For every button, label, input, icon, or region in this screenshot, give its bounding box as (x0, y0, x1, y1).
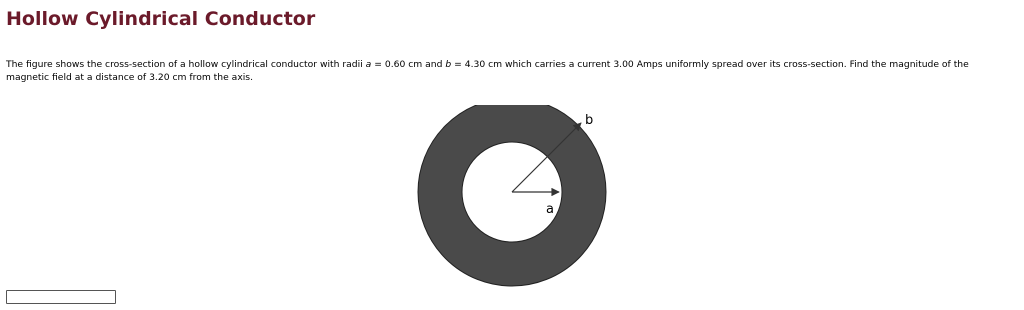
answer-input[interactable] (6, 290, 116, 304)
problem-text-part2: = 0.60 cm and (371, 59, 446, 70)
variable-a: a (365, 59, 372, 70)
problem-text-part1: The figure shows the cross-section of a hollow cylindrical conductor with radii (6, 59, 366, 70)
conductor-diagram (405, 105, 625, 295)
page-title: Hollow Cylindrical Conductor (6, 8, 316, 30)
problem-text-part3: = 4.30 cm which carries a current 3.00 Amps uniformly spread over its cross-section. Find the magnitude of the magnetic field at a distance of 3.20 cm from the axis. (6, 59, 969, 83)
label-a: a (546, 202, 554, 217)
conductor-cross-section-figure (405, 105, 625, 295)
problem-statement (6, 59, 1006, 84)
variable-b: b (445, 59, 452, 70)
label-b: b (585, 113, 594, 128)
